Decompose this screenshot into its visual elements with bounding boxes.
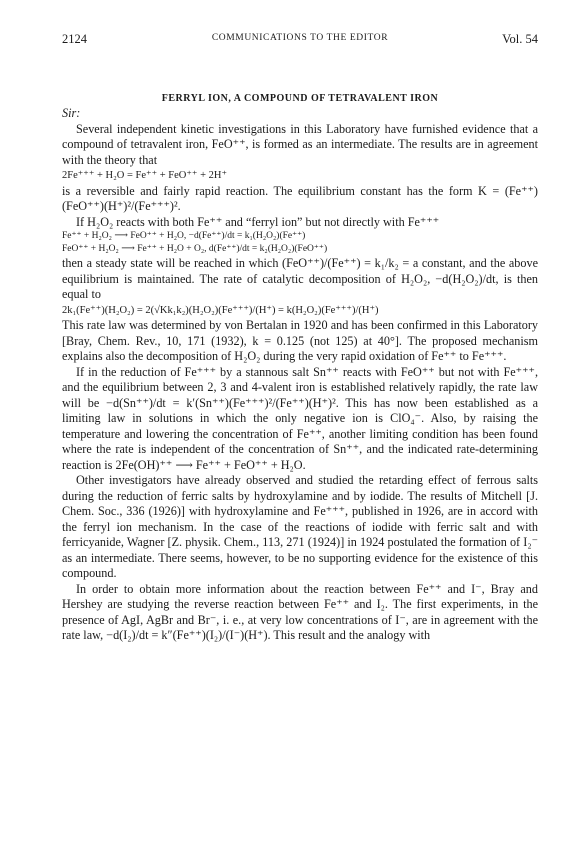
salutation: Sir: [62, 106, 81, 120]
paragraph-2: is a reversible and fairly rapid reaction. The equilibrium constant has the form K = (Fe⁺⁺)(FeO⁺⁺)(H⁺)²/(Fe⁺⁺⁺)². [62, 183, 538, 213]
paragraph-3: If H₂O₂ reacts with both Fe⁺⁺ and “ferryl ion” but not directly with Fe⁺⁺⁺ [76, 214, 440, 229]
paragraph-7: Other investigators have already observed and studied the retarding effect of ferrous salts during the reduction of ferric salts by hydroxylamine and by iodide. The results of Mitchell [J. Chem. Soc., 336 (1926)] with hydroxylamine and Fe⁺⁺⁺, published in 1926, are in accord with the ferryl ion mechanism. In the case of the reactions of iodide with ferric salt and with ferricyanide, Wagner [Z. physik. Chem., 113, 271 (1924)] in 1924 postulated the formation of I₂⁻ as an intermediate. There seems, however, to be no supporting evidence for the existence of this compound. [62, 473, 538, 580]
article-title: FERRYL ION, A COMPOUND OF TETRAVALENT IRON [161, 93, 439, 104]
running-header [62, 32, 538, 48]
equation-4: 2k₁(Fe⁺⁺)(H₂O₂) = 2(√Kk₁k₂)(H₂O₂)(Fe⁺⁺⁺)/(H⁺) = k(H₂O₂)(Fe⁺⁺⁺)/(H⁺) [62, 304, 379, 316]
article-body [62, 106, 538, 644]
page-number: 2124 [62, 32, 87, 46]
paragraph-4: then a steady state will be reached in which (FeO⁺⁺)/(Fe⁺⁺) = k₁/k₂ = a constant, and the above equilibrium is maintained. The rate of catalytic decomposition of H₂O₂, −d(H₂O₂)/dt, is then equal to [62, 256, 538, 301]
paragraph-5: This rate law was determined by von Bertalan in 1920 and has been confirmed in this Laboratory [Bray, Chem. Rev., 10, 171 (1932), k = 0.125 (not 125) at 40°]. The proposed mechanism explains also the decomposition of H₂O₂ during the very rapid oxidation of Fe⁺⁺ to Fe⁺⁺⁺. [62, 318, 538, 363]
running-title: COMMUNICATIONS TO THE EDITOR [211, 33, 389, 43]
volume-label: Vol. 54 [502, 32, 538, 46]
paragraph-8: In order to obtain more information about the reaction between Fe⁺⁺ and I⁻, Bray and Hershey are studying the reverse reaction between Fe⁺⁺ and I₂. The first experiments, in the presence of AgI, AgBr and Br⁻, i. e., at very low concentrations of I⁻, are in agreement with the rate law, −d(I₂)/dt = k″(Fe⁺⁺)(I₂)/(I⁻)(H⁺). This result and the analogy with [62, 581, 538, 642]
paragraph-1: Several independent kinetic investigations in this Laboratory have furnished evidence that a compound of tetravalent iron, FeO⁺⁺, is formed as an intermediate. The results are in agreement with the theory that [62, 121, 538, 167]
equation-2: Fe⁺⁺ + H₂O₂ ⟶ FeO⁺⁺ + H₂O, −d(Fe⁺⁺)/dt = k₁(H₂O₂)(Fe⁺⁺) [62, 231, 306, 241]
equation-3: FeO⁺⁺ + H₂O₂ ⟶ Fe⁺⁺ + H₂O + O₂, d(Fe⁺⁺)/dt = k₂(H₂O₂)(FeO⁺⁺) [62, 244, 328, 254]
paragraph-6: If in the reduction of Fe⁺⁺⁺ by a stannous salt Sn⁺⁺ reacts with FeO⁺⁺ but not with Fe⁺⁺⁺, and the equilibrium between 2, 3 and 4-valent iron is established relatively rapidly, the rate law will be −d(Sn⁺⁺)/dt = k′(Sn⁺⁺)(Fe⁺⁺⁺)²/(Fe⁺⁺)(H⁺)². This has now been established as a limiting law in solutions in which the only negative ion is ClO₄⁻. Also, by raising the temperature and lowering the concentration of Fe⁺⁺, another limiting condition has been found where the rate is independent of the concentration of Sn⁺⁺, and the indicated rate-determining reaction is 2Fe(OH)⁺⁺ ⟶ Fe⁺⁺ + FeO⁺⁺ + H₂O. [62, 364, 538, 472]
equation-1: 2Fe⁺⁺⁺ + H₂O = Fe⁺⁺ + FeO⁺⁺ + 2H⁺ [62, 170, 228, 181]
